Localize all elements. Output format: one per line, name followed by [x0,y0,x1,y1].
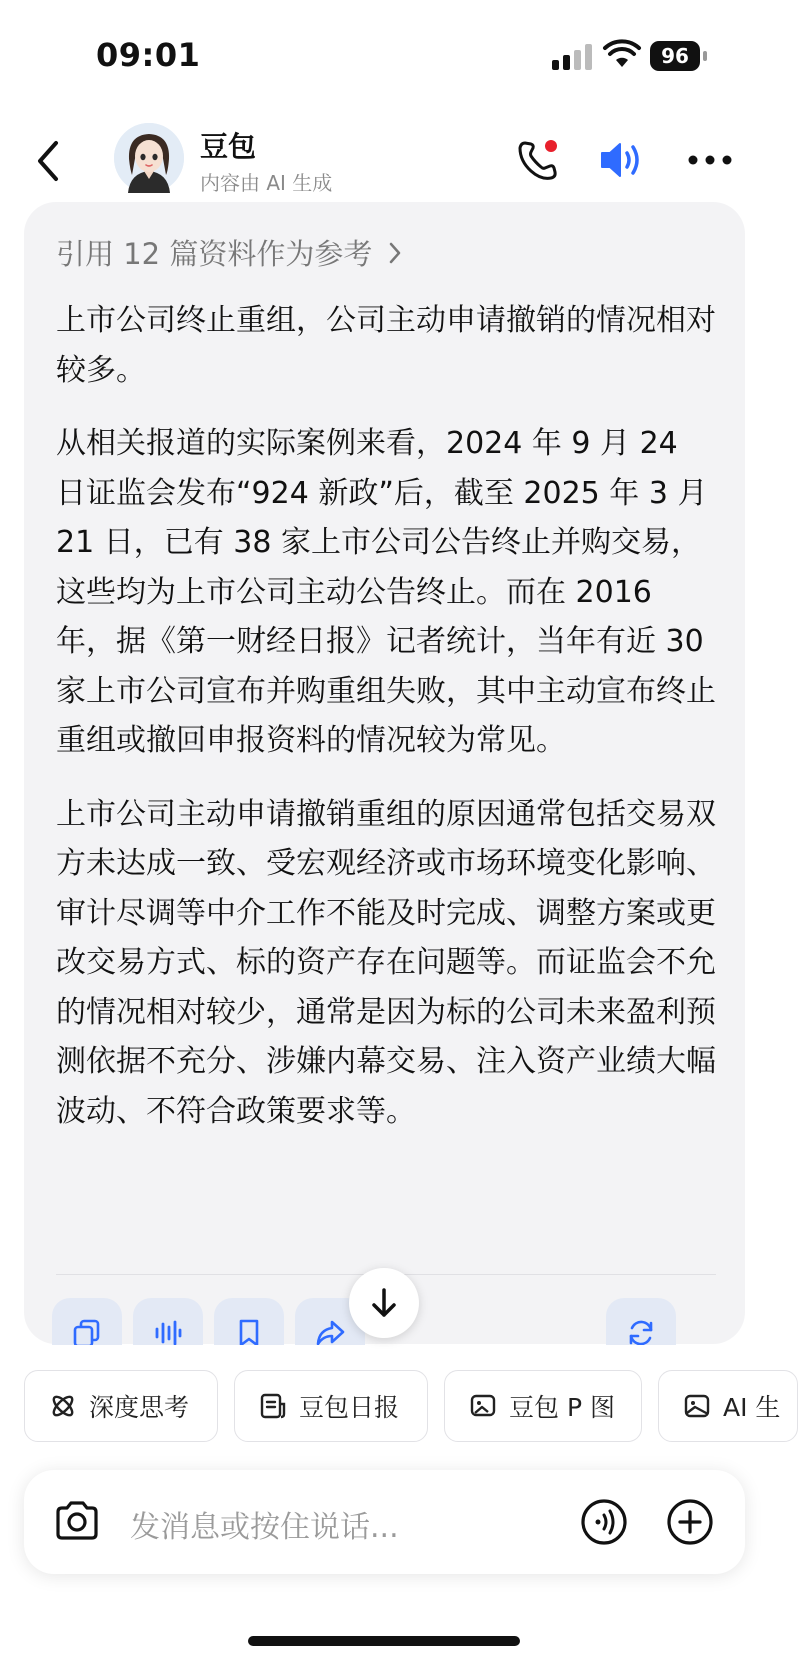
atom-icon [49,1392,77,1420]
scroll-to-bottom-button[interactable] [349,1268,419,1338]
status-time: 09:01 [96,36,201,74]
share-icon [315,1318,345,1348]
message-body [56,296,716,1160]
message-input-bar [24,1470,745,1574]
battery-icon [650,41,710,71]
chip-label: AI 生 [723,1393,781,1422]
chip-ai-generate[interactable] [658,1370,798,1442]
references-label: 引用 12 篇资料作为参考 [56,237,373,271]
camera-icon[interactable] [54,1500,100,1542]
image-edit-icon [469,1392,497,1420]
report-icon [259,1392,287,1420]
bookmark-icon [234,1318,264,1348]
wifi-icon [604,40,640,70]
chip-label: 深度思考 [89,1393,190,1422]
cellular-signal-icon [552,44,594,70]
chip-image-edit[interactable] [444,1370,642,1442]
voice-input-icon[interactable] [580,1498,628,1546]
regenerate-icon [626,1318,656,1348]
voice-play-icon [153,1318,183,1348]
chip-label: 豆包 P 图 [509,1393,615,1422]
battery-level: 96 [650,41,700,71]
plus-icon[interactable] [666,1498,714,1546]
chat-title: 豆包 [200,130,257,163]
chat-subtitle: 内容由 AI 生成 [200,171,333,195]
notification-dot [545,140,557,152]
avatar[interactable] [114,123,184,193]
quick-action-chips [0,1370,781,1446]
message-paragraph: 上市公司终止重组，公司主动申请撤销的情况相对较多。 [56,303,716,388]
more-icon[interactable] [686,153,734,167]
speaker-icon[interactable] [598,137,646,183]
message-paragraph: 上市公司主动申请撤销重组的原因通常包括交易双方未达成一致、受宏观经济或市场环境变化影响、审计尽调等中介工作不能及时完成、调整方案或更改交易方式、标的资产存在问题等。而证监会不允的情况相对较少，通常是因为标的公司未来盈利预测依据不充分、涉嫌内幕交易、注入资产业绩大幅波动、不符合政策要求等。 [56,796,716,1129]
back-icon[interactable] [32,137,64,185]
references-link[interactable] [56,232,402,273]
home-indicator[interactable] [248,1636,520,1646]
image-icon [683,1392,711,1420]
chevron-right-icon [388,241,402,265]
arrow-down-icon [370,1287,398,1319]
status-bar [0,0,769,110]
chat-header [0,115,769,205]
chip-label: 豆包日报 [299,1393,400,1422]
copy-icon [72,1318,102,1348]
chip-daily-report[interactable] [234,1370,428,1442]
message-input[interactable]: 发消息或按住说话... [130,1510,399,1545]
phone-icon[interactable] [515,137,561,183]
message-paragraph: 从相关报道的实际案例来看，2024 年 9 月 24 日证监会发布“924 新政”后，截至 2025 年 3 月 21 日，已有 38 家上市公司公告终止并购交易，这些均为上市公司主动公告终止。而在 2016 年，据《第一财经日报》记者统计，当年有近 30 家上市公司宣布并购重组失败，其中主动宣布终止重组或撤回申报资料的情况较为常见。 [56,426,716,758]
chip-deep-thinking[interactable] [24,1370,218,1442]
assistant-message-card [24,202,745,1344]
